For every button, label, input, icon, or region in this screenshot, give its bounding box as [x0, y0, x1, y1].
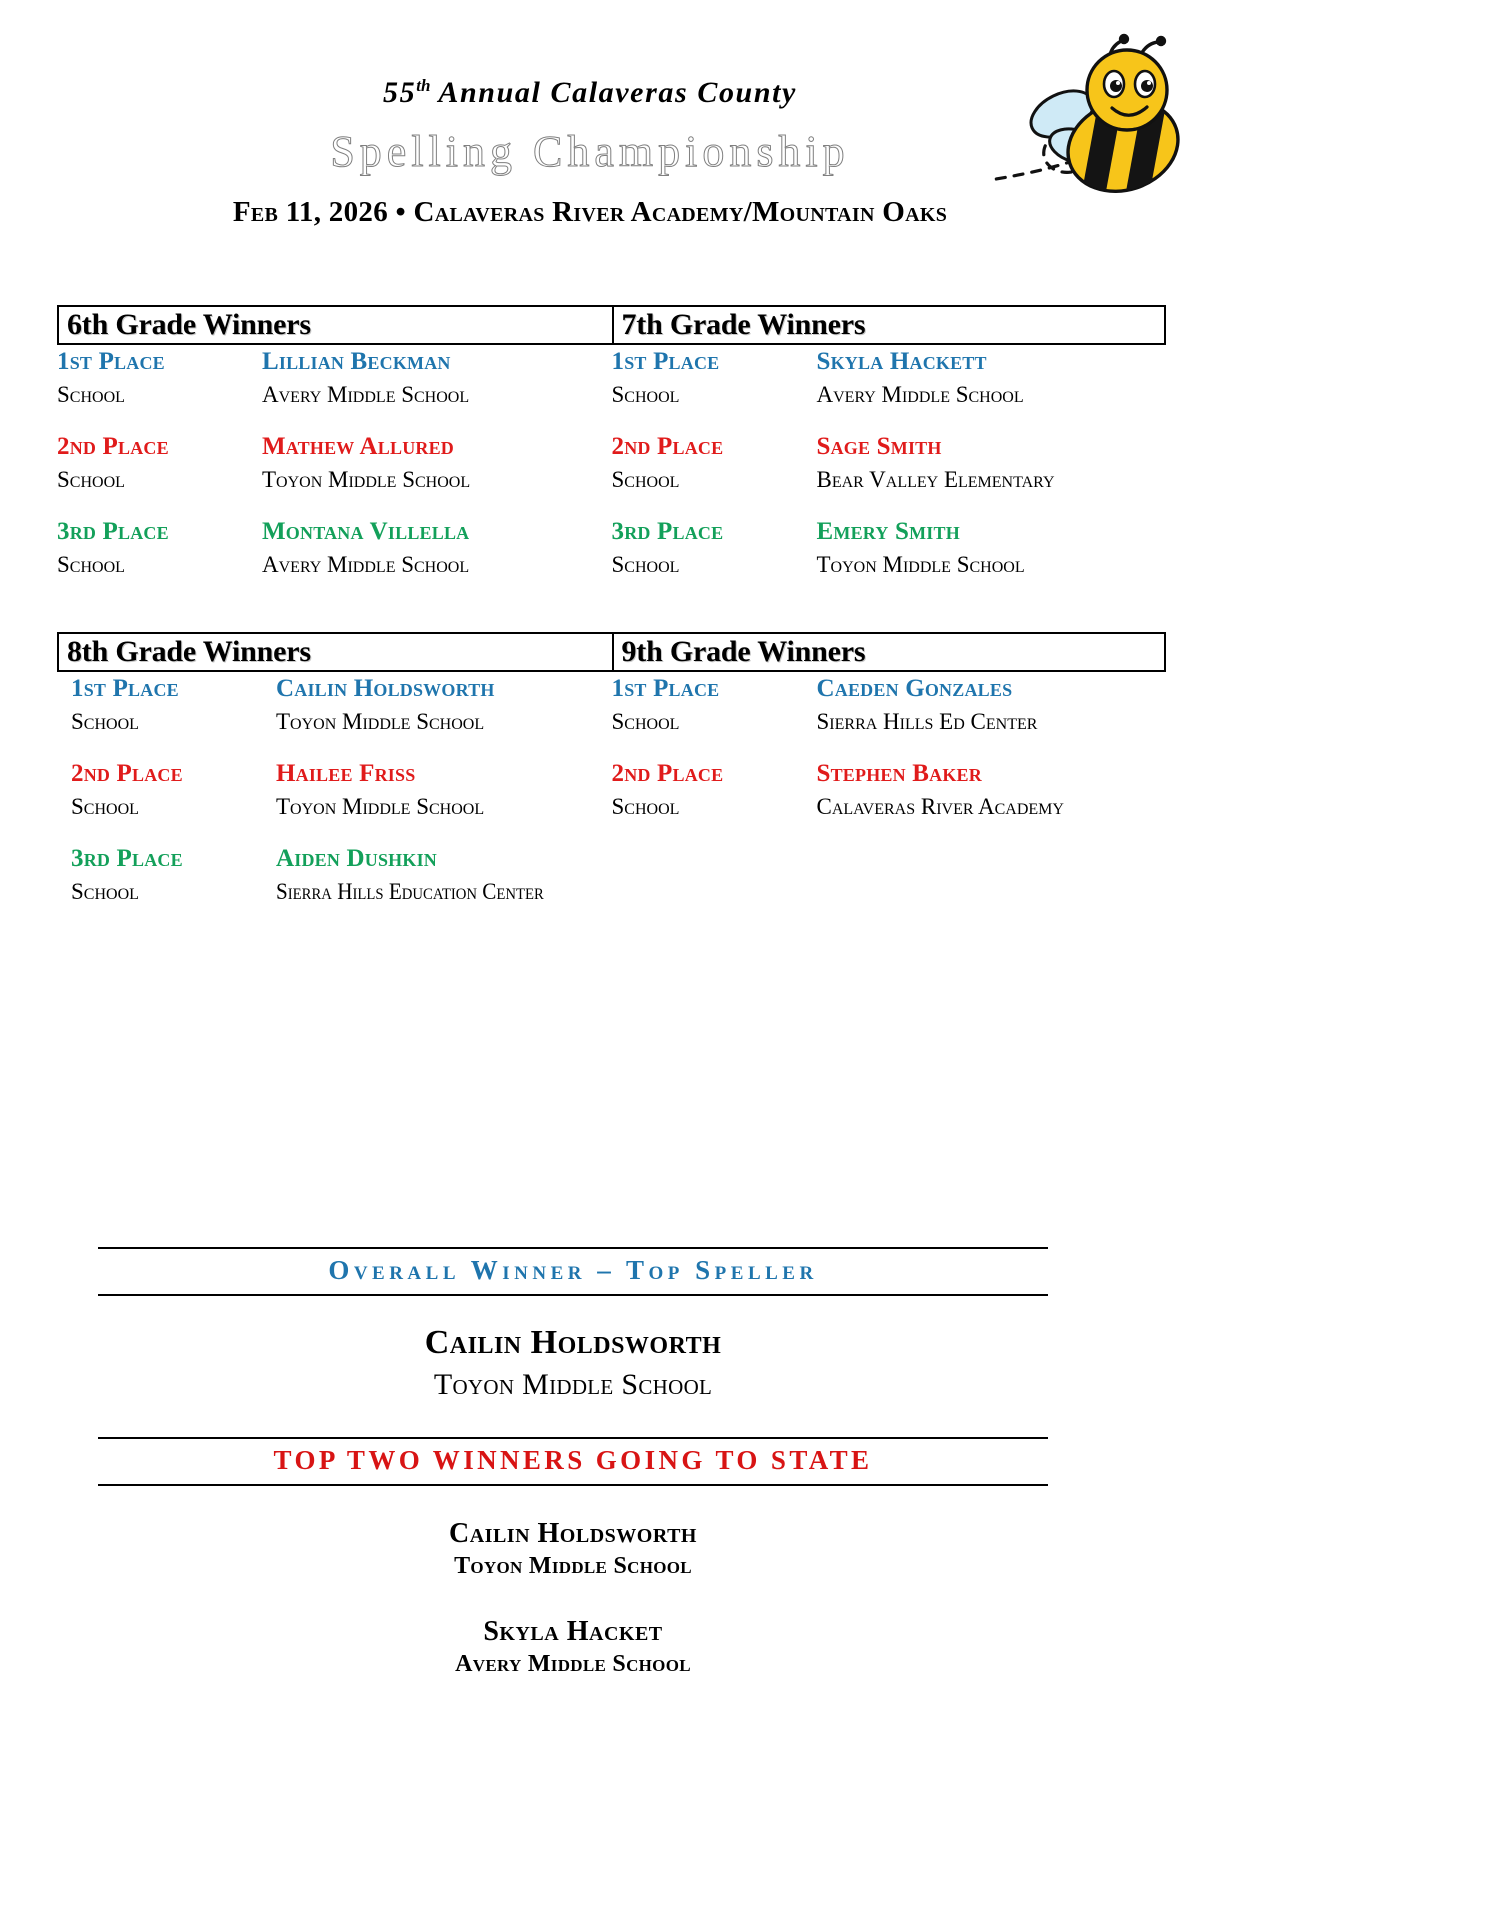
event-year-rest: Annual Calaveras County [430, 76, 797, 109]
place-label: 1st Place [57, 348, 165, 375]
winner-entry [57, 842, 612, 927]
state-winner-school: Avery Middle School [455, 1651, 691, 1678]
grade-header-9th: 9th Grade Winners [612, 634, 1165, 670]
place-label: 1st Place [611, 675, 720, 702]
winner-school: Avery Middle School [816, 381, 1024, 407]
winner-name-row [612, 672, 1167, 706]
place-label: 2nd Place [611, 760, 724, 787]
winner-name-row [57, 672, 612, 706]
winner-name: Skyla Hackett [816, 348, 987, 375]
winner-school: Toyon Middle School [276, 793, 485, 819]
winner-school-row [57, 706, 612, 737]
school-label: School [57, 381, 125, 407]
winner-name: Stephen Baker [816, 760, 982, 787]
event-date-venue: Feb 11, 2026 • Calaveras River Academy/Mountain Oaks [232, 196, 948, 228]
winner-entry [612, 757, 1167, 842]
grade-table-6-7 [57, 305, 1166, 600]
place-label: 3rd Place [57, 518, 169, 545]
winner-name-row [612, 345, 1167, 379]
winner-name: Montana Villella [262, 518, 470, 545]
winner-name: Mathew Allured [262, 433, 455, 460]
state-winner-school: Toyon Middle School [454, 1553, 692, 1579]
state-winners-section [98, 1437, 1048, 1680]
overall-winner-block [98, 1322, 1048, 1404]
winner-school-row [57, 549, 612, 580]
winner-entry [612, 345, 1167, 430]
grade-table-header-row [57, 305, 1166, 345]
winner-school-row [612, 791, 1167, 822]
winner-school: Toyon Middle School [262, 466, 471, 492]
winner-school: Sierra Hills Ed Center [816, 708, 1038, 734]
winner-entry [612, 430, 1167, 515]
winner-school: Toyon Middle School [276, 708, 485, 734]
state-winner-block [98, 1516, 1048, 1582]
state-winners-label: TOP TWO WINNERS GOING TO STATE [273, 1445, 873, 1475]
school-label: School [611, 708, 680, 734]
winner-school-row [612, 706, 1167, 737]
winner-entry [612, 672, 1167, 757]
state-winner-name: Skyla Hacket [483, 1616, 663, 1648]
state-winners-bar [98, 1437, 1048, 1486]
place-label: 2nd Place [57, 433, 169, 460]
place-label: 1st Place [611, 348, 720, 375]
grade-column-7th [612, 345, 1167, 600]
winner-name-row [57, 515, 612, 549]
place-label: 3rd Place [71, 845, 183, 872]
winner-entry [57, 757, 612, 842]
school-label: School [611, 551, 680, 577]
winner-school-row [57, 464, 612, 495]
overall-winner-bar [98, 1247, 1048, 1296]
grade-column-8th [57, 672, 612, 927]
school-label: School [57, 551, 125, 577]
winner-name: Sage Smith [816, 433, 942, 460]
winner-school-row [612, 379, 1167, 410]
place-label: 3rd Place [611, 518, 724, 545]
winner-name-row [612, 430, 1167, 464]
winner-name: Caeden Gonzales [816, 675, 1013, 702]
winner-entry [57, 430, 612, 515]
winner-entry [57, 672, 612, 757]
school-label: School [611, 381, 680, 407]
winner-entry [57, 345, 612, 430]
overall-winner-name: Cailin Holdsworth [424, 1324, 722, 1361]
place-label: 2nd Place [71, 760, 183, 787]
grade-header-6th: 6th Grade Winners [67, 308, 311, 341]
grade-header-8th: 8th Grade Winners [67, 635, 311, 668]
overall-winner-school: Toyon Middle School [433, 1367, 713, 1401]
grade-table-header-row [57, 632, 1166, 672]
school-label: School [71, 708, 139, 734]
winner-name-row [612, 515, 1167, 549]
winner-school-row [57, 876, 612, 907]
winner-school-row [57, 791, 612, 822]
grade-header-7th: 7th Grade Winners [612, 307, 1165, 343]
winner-name-row [57, 345, 612, 379]
bee-icon [990, 28, 1210, 248]
event-year-ordinal-suffix: th [416, 76, 431, 95]
grade-column-9th [612, 672, 1167, 927]
winner-name-row [57, 757, 612, 791]
winner-school: Sierra Hills Education Center [276, 878, 544, 904]
winner-school: Bear Valley Elementary [816, 466, 1055, 492]
winner-name-row [57, 842, 612, 876]
winner-name: Cailin Holdsworth [276, 675, 495, 702]
overall-winner-section [98, 1247, 1048, 1404]
overall-winner-label: Overall Winner – Top Speller [328, 1255, 818, 1285]
winner-name: Lillian Beckman [262, 348, 451, 375]
state-winner-block [98, 1614, 1048, 1680]
winner-name: Hailee Friss [276, 760, 416, 787]
school-label: School [57, 466, 125, 492]
winner-school: Toyon Middle School [816, 551, 1025, 577]
school-label: School [71, 793, 139, 819]
event-main-title: Spelling Championship [330, 127, 850, 176]
grade-table-body [57, 672, 1166, 927]
school-label: School [611, 466, 680, 492]
winner-entry [612, 515, 1167, 600]
winner-school-row [612, 549, 1167, 580]
school-label: School [611, 793, 680, 819]
place-label: 1st Place [71, 675, 179, 702]
winner-school: Avery Middle School [262, 551, 470, 577]
place-label: 2nd Place [611, 433, 724, 460]
grade-table-8-9 [57, 632, 1166, 927]
winner-school: Calaveras River Academy [816, 793, 1064, 819]
winner-name: Aiden Dushkin [276, 845, 437, 872]
flyer-header [0, 0, 1490, 290]
winner-school: Avery Middle School [262, 381, 470, 407]
winner-name-row [612, 757, 1167, 791]
grade-column-6th [57, 345, 612, 600]
grade-table-body [57, 345, 1166, 600]
winner-school-row [612, 464, 1167, 495]
winner-name-row [57, 430, 612, 464]
winner-school-row [57, 379, 612, 410]
event-year-number: 55 [383, 76, 417, 109]
winner-entry [57, 515, 612, 600]
school-label: School [71, 878, 139, 904]
winner-name: Emery Smith [816, 518, 960, 545]
state-winner-name: Cailin Holdsworth [449, 1518, 697, 1549]
